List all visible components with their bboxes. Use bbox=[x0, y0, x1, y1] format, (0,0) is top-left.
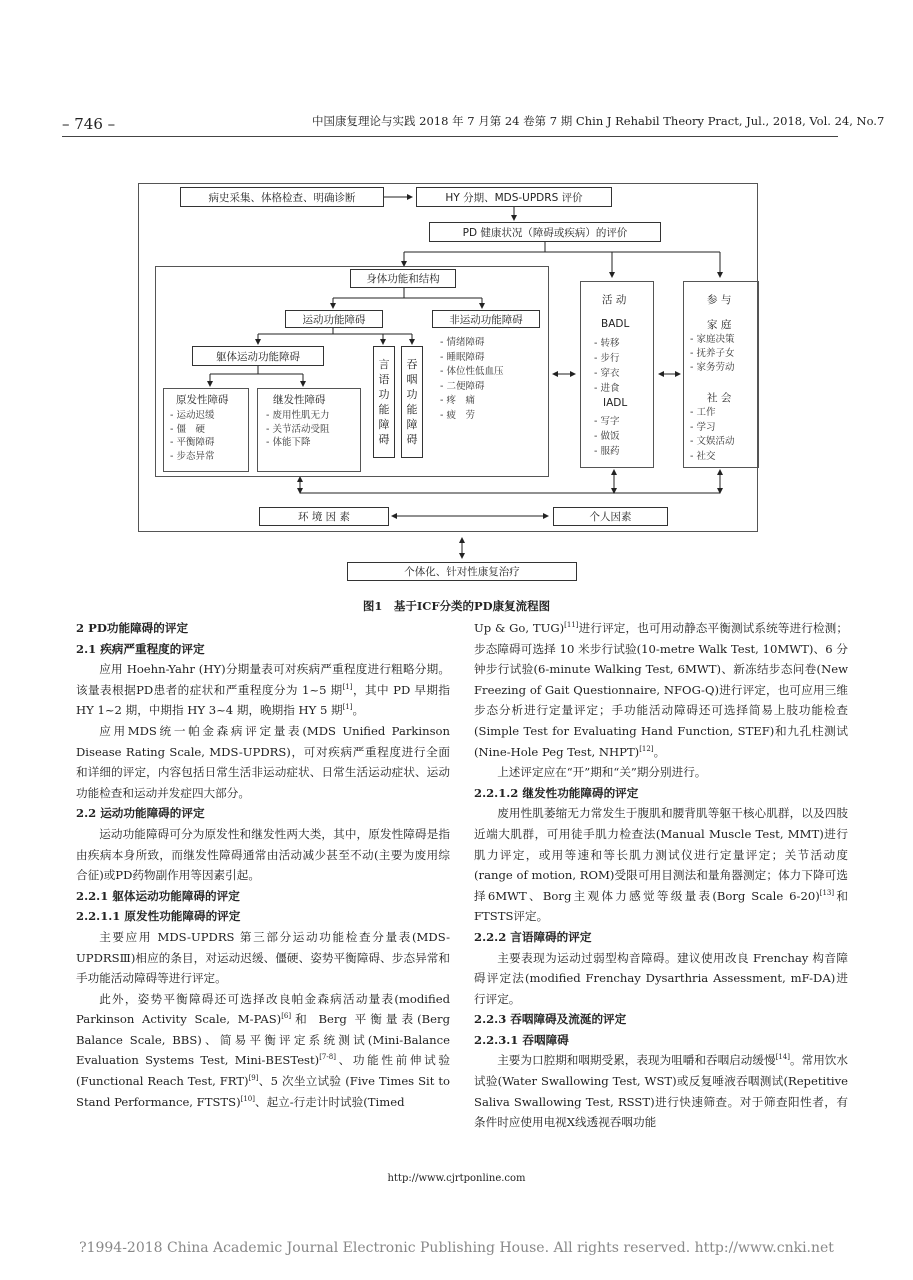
paragraph: 废用性肌萎缩无力常发生于腹肌和腰背肌等躯干核心肌群，以及四肢近端大肌群，可用徒手肌力检查法(Manual Muscle Test, MMT)进行肌力评定，或用等速和等长肌力测试仪进行定量评定；关节活动度(range of motion, ROM)受限可用目测法和量角器测定；体力下降可选择6MWT、Borg主观体力感觉等级量表(Borg Scale 6-20)[13]和FTSTS评定。 bbox=[474, 806, 848, 924]
motor-box: 运动功能障碍 bbox=[285, 310, 383, 328]
subsection-heading: 2.2.3 吞咽障碍及流涎的评定 bbox=[474, 1012, 627, 1027]
hy-updrs-box: HY 分期、MDS-UPDRS 评价 bbox=[416, 187, 612, 207]
paragraph: 应用 Hoehn-Yahr (HY)分期量表可对疾病严重程度进行粗略分期。该量表根据PD患者的症状和严重程度分为 1~5 期[1]，其中 PD 早期指 HY 1~2 期，中期指 HY 3~4 期，晚期指 HY 5 期[1]。 bbox=[76, 662, 451, 718]
speech-box: 言 语 功 能 障 碍 bbox=[373, 346, 395, 458]
environment-box: 环 境 因 素 bbox=[259, 507, 389, 526]
secondary-list: - 废用性肌无力 - 关节活动受阻 - 体能下降 bbox=[266, 410, 330, 448]
home-label: 家 庭 bbox=[707, 319, 732, 331]
society-label: 社 会 bbox=[707, 392, 732, 404]
iadl-list: - 写字 - 做饭 - 服药 bbox=[594, 416, 620, 457]
subsection-heading: 2.2 运动功能障碍的评定 bbox=[76, 806, 205, 821]
trunk-motor-box: 躯体运动功能障碍 bbox=[192, 346, 324, 366]
primary-list: - 运动迟缓 - 僵 硬 - 平衡障碍 - 步态异常 bbox=[170, 410, 215, 462]
society-list: - 工作 - 学习 - 文娱活动 - 社交 bbox=[690, 407, 735, 462]
paragraph: 上述评定应在“开”期和“关”期分别进行。 bbox=[497, 765, 707, 780]
footer-url: http://www.cjrtponline.com bbox=[387, 1173, 526, 1184]
section-heading: 2 PD功能障碍的评定 bbox=[76, 621, 189, 635]
treatment-box: 个体化、针对性康复治疗 bbox=[347, 562, 577, 581]
copyright-watermark: ?1994-2018 China Academic Journal Electronic Publishing House. All rights reserved. http://www.cnki.net bbox=[79, 1240, 834, 1256]
subsection-heading: 2.2.1.2 继发性功能障碍的评定 bbox=[474, 785, 639, 800]
paragraph: 主要表现为运动过弱型构音障碍。建议使用改良 Frenchay 构音障碍评定法(modified Frenchay Dysarthria Assessment, mF-DA)进行评定。 bbox=[474, 950, 848, 1006]
participation-title: 参 与 bbox=[707, 294, 732, 306]
subsection-heading: 2.2.2 言语障碍的评定 bbox=[474, 929, 592, 944]
secondary-title: 继发性障碍 bbox=[273, 394, 326, 406]
paragraph: 此外，姿势平衡障碍还可选择改良帕金森病活动量表(modified Parkinson Activity Scale, M-PAS)[6]和 Berg 平衡量表(Berg Balance Scale, BBS)、简易平衡评定系统测试(Mini-Balance Evaluation Systems Test, Mini-BESTest)[7-8]、功能性前伸试验(Functional Reach Test, FRT)[9]、5 次坐立试验 (Five Times Sit to Stand Performance, FTSTS)[10]、起立-行走计时试验(Timed bbox=[76, 991, 450, 1109]
home-list: - 家庭决策 - 抚养子女 - 家务劳动 bbox=[690, 334, 735, 373]
badl-label: BADL bbox=[601, 318, 630, 330]
badl-list: - 转移 - 步行 - 穿衣 - 进食 bbox=[594, 338, 620, 394]
iadl-label: IADL bbox=[603, 397, 628, 409]
primary-title: 原发性障碍 bbox=[176, 394, 229, 406]
paragraph: 主要为口腔期和咽期受累，表现为咀嚼和吞咽启动缓慢[14]。常用饮水试验(Water Swallowing Test, WST)或反复唾液吞咽测试(Repetitive Saliva Swallowing Test, RSST)进行快速筛查。对于筛查阳性者，有条件时应使用电视X线透视吞咽功能 bbox=[474, 1053, 848, 1130]
paragraph: 应用MDS统一帕金森病评定量表(MDS Unified Parkinson Disease Rating Scale, MDS-UPDRS)，可对疾病严重程度进行全面和详细的评定，内容包括日常生活非运动症状、日常生活运动症状、运动功能检查和运动并发症四大部分。 bbox=[76, 723, 450, 800]
paragraph: 运动功能障碍可分为原发性和继发性两大类，其中，原发性障碍是指由疾病本身所致，而继发性障碍通常由活动减少甚至不动(主要为废用综合征)或PD药物副作用等因素引起。 bbox=[76, 826, 450, 883]
subsection-heading: 2.2.1.1 原发性功能障碍的评定 bbox=[76, 909, 241, 924]
subsection-heading: 2.2.1 躯体运动功能障碍的评定 bbox=[76, 888, 240, 903]
left-column bbox=[76, 618, 450, 1112]
journal-header: 中国康复理论与实践 2018 年 7 月第 24 卷第 7 期 Chin J Rehabil Theory Pract, Jul., 2018, Vol. 24, No.7 bbox=[312, 114, 885, 128]
page-number: – 746 – bbox=[62, 115, 116, 133]
paragraph: 主要应用 MDS-UPDRS 第三部分运动功能检查分量表(MDS-UPDRSⅢ)相应的条目，对运动迟缓、僵硬、姿势平衡障碍、步态异常和手功能活动障碍等进行评定。 bbox=[76, 929, 450, 986]
activity-title: 活 动 bbox=[602, 294, 627, 306]
personal-factors-box: 个人因素 bbox=[553, 507, 668, 526]
right-column bbox=[474, 618, 848, 1133]
paragraph: Up & Go, TUG)[11]进行评定，也可用动静态平衡测试系统等进行检测；步态障碍可选择 10 米步行试验(10-metre Walk Test, 10MWT)、6 分钟步行试验(6-minute Walking Test, 6MWT)、新冻结步态问卷(New Freezing of Gait Questionnaire, NFOG-Q)进行评定，也可应用三维步态分析进行定量评定；手功能活动障碍还可选择简易上肢功能检查(Simple Test for Evaluating Hand Function, STEF)和九孔柱测试(Nine-Hole Peg Test, NHPT)[12]。 bbox=[474, 621, 848, 759]
nonmotor-list: - 情绪障碍 - 睡眠障碍 - 体位性低血压 - 二便障碍 - 疼 痛 - 疲 劳 bbox=[440, 337, 504, 421]
nonmotor-box: 非运动功能障碍 bbox=[432, 310, 540, 328]
body-function-box: 身体功能和结构 bbox=[350, 269, 456, 288]
subsection-heading: 2.1 疾病严重程度的评定 bbox=[76, 641, 205, 656]
health-status-box: PD 健康状况（障碍或疾病）的评价 bbox=[429, 222, 661, 242]
history-box: 病史采集、体格检查、明确诊断 bbox=[180, 187, 384, 207]
swallow-box: 吞 咽 功 能 障 碍 bbox=[401, 346, 423, 458]
figure-caption: 图1 基于ICF分类的PD康复流程图 bbox=[362, 599, 551, 613]
subsection-heading: 2.2.3.1 吞咽障碍 bbox=[474, 1032, 569, 1047]
